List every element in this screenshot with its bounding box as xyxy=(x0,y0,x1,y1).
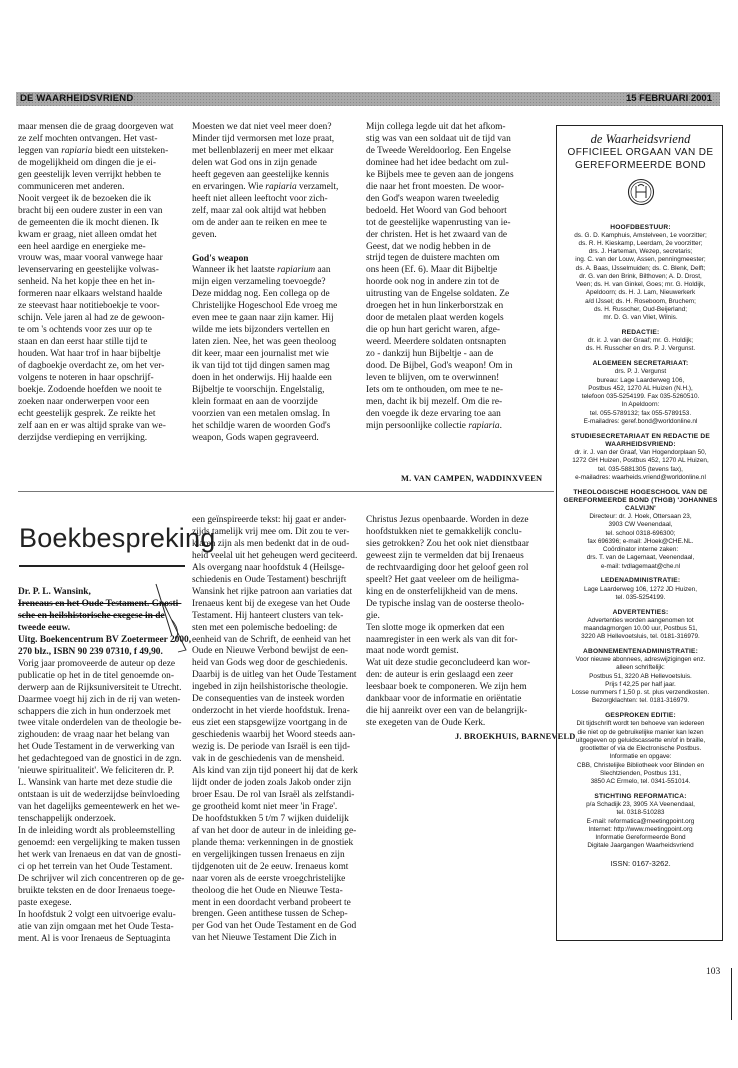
colophon-line: ds. H. Russcher en drs. P. J. Vergunst. xyxy=(585,345,696,353)
colophon-line: 3850 AC Ermelo, tel. 0341-551014. xyxy=(590,778,691,786)
colophon-line: Bezorgklachten: tel. 0181-316979. xyxy=(591,697,690,705)
colophon-line: die niet op de gebruikelijke manier kan lezen xyxy=(577,728,704,736)
colophon-line: Prijs f 42,25 per half jaar. xyxy=(605,680,676,688)
colophon-line: mr. D. G. van Vliet, Wilnis. xyxy=(603,314,678,322)
text-line: even mee te gaan naar zijn kamer. Hij xyxy=(192,313,334,324)
text-line: klein formaat en aan de voorzijde xyxy=(192,396,318,407)
text-line: om de ander aan te reiken en mee te xyxy=(192,217,327,228)
text-line: ge grootheid komt niet meer 'in Frage'. xyxy=(192,801,338,812)
colophon-line: Postbus 452, 1270 AL Huizen (N.H.), xyxy=(588,384,693,392)
text-line: derzijdse verdieping en verrijking. xyxy=(18,432,148,443)
text-line: Wat uit deze studie geconcludeerd kan wor- xyxy=(366,658,531,669)
text-line: leven te blijven, om te overwinnen! xyxy=(366,373,500,384)
margin-mark xyxy=(731,968,732,1020)
text-line: publicatie op het in de titel genoemde on- xyxy=(18,670,174,681)
text-line: Oude en Nieuwe Verbond bewijst de een- xyxy=(192,646,349,657)
title-underline xyxy=(19,565,185,567)
colophon-line: Advertenties worden aangenomen tot xyxy=(587,616,694,624)
pen-annotation-mark xyxy=(100,580,200,660)
text-line: leesbaar boek te componeren. We zijn hem xyxy=(366,682,527,693)
colophon-line: grootletter of via de Electronische Postbus. xyxy=(579,745,702,753)
text-line: hoorde ook nog in andere zin tot de xyxy=(366,277,500,288)
colophon-line: uitgegeven op geluidscassette en/of in braille, xyxy=(575,736,706,744)
colophon-line: fax 696396; e-mail: JHoek@CHE.NL. xyxy=(587,537,694,545)
colophon-line: Slechtzienden, Postbus 131, xyxy=(599,769,681,777)
text-line: levenservaring en geestelijke volwas- xyxy=(18,265,159,276)
text-line: paste exegese. xyxy=(18,897,72,908)
text-line: bracht bij een oudere zuster in een van xyxy=(18,205,163,216)
text-line: maat node wordt gemist. xyxy=(366,646,459,657)
colophon-section xyxy=(561,577,720,602)
text-line: Minder tijd vermorsen met loze praat, xyxy=(192,133,335,144)
text-line: brengen. Geen antithese tussen de Schep- xyxy=(192,909,348,920)
text-line: ke Bijbels mee te geven aan de jongens xyxy=(366,169,514,180)
colophon-line: ds. G. D. Kamphuis, Amstelveen, 1e voorzitter; xyxy=(574,231,707,239)
text-line: atie van zijn omgaan met het Oude Testa- xyxy=(18,921,174,932)
text-line: laten zien. Nee, het was geen theoloog xyxy=(192,337,337,348)
text-line: hoofdstukken niet te gemakkelijk conclu- xyxy=(366,526,522,537)
colophon-line: Dit tijdschrift wordt ten behoeve van iedereen xyxy=(576,720,705,728)
text-line: die op hun hart gericht waren, afge- xyxy=(366,325,501,336)
text-line: een heel aardige en energieke me- xyxy=(18,241,146,252)
text-line: echt geestelijk gesprek. Ze reikte het xyxy=(18,408,156,419)
colophon-line: p/a Schadijk 23, 3905 XA Veenendaal, xyxy=(586,801,695,809)
text-line: Christus Jezus openbaarde. Worden in deze xyxy=(366,515,529,525)
text-line: geven. xyxy=(192,229,217,240)
text-line: Wanneer ik het laatste rapiarium aan xyxy=(192,265,331,276)
text-line: de rechtvaardiging door het geloof geen rol xyxy=(366,562,529,573)
section-heading: God's weapon xyxy=(192,253,249,264)
text-line: zighouden: de vraag naar het belang van xyxy=(18,730,170,741)
colophon-line: 3220 AB Hellevoetsluis, tel. 0181-316979. xyxy=(581,633,700,641)
colophon-heading: REDACTIE: xyxy=(621,328,660,336)
text-line: Als kind van zijn tijd poneert hij dat de kerk xyxy=(192,766,358,777)
book-info-line: sche en heilshistorische exegese in de xyxy=(18,610,165,621)
colophon-line: ds. A. Baas, IJsselmuiden; ds. C. Blenk, Delft; xyxy=(575,264,706,272)
text-line: een geïnspireerde tekst: hij gaat er ander- xyxy=(192,515,347,525)
text-line: zelf aan en er was altijd sprake van we- xyxy=(18,420,166,431)
book-info-line: 270 blz., ISBN 90 239 07310, f 49,90. xyxy=(18,646,163,657)
text-line: zoeken naar onderwerpen voor een xyxy=(18,396,150,407)
text-line: of dagboekje overdacht ze, om het ver- xyxy=(18,361,165,372)
text-line: het Oude Testament in de verwerking van xyxy=(18,742,175,753)
text-line: vrouw was, maar vooral vanwege haar xyxy=(18,253,163,264)
text-line: leggen van rapiaria biedt een uitsteken- xyxy=(18,145,169,156)
colophon-line: Internet: http://www.meetingpoint.org xyxy=(588,825,693,833)
text-line: sten met een polemische bedoeling: de xyxy=(192,622,338,633)
text-line: den voegde ik deze ervaring toe aan xyxy=(366,408,501,419)
article-column-3 xyxy=(366,122,552,433)
text-line: In hoofdstuk 2 volgt een uitvoerige evalu- xyxy=(18,909,176,920)
text-line: Testament. Hij hanteert clusters van tek- xyxy=(192,610,344,621)
colophon-section xyxy=(561,329,720,354)
colophon-line: ds. H. Russcher, Oud-Beijerland; xyxy=(593,305,688,313)
text-line: de gemeenten die ik mocht dienen. Ik xyxy=(18,217,159,228)
text-line: De schrijver wil zich concentreren op de ge- xyxy=(18,873,185,884)
text-line: Mijn collega legde uit dat het afkom- xyxy=(366,122,506,132)
text-line: broer Esau. De rol van Israël als zelfstandi- xyxy=(192,789,355,800)
text-line: tot de geestelijke wapenrusting van ie- xyxy=(366,217,511,228)
colophon-line: tel. school 0318-696300; xyxy=(605,529,676,537)
colophon-line: bureau: Lage Laarderweg 106, xyxy=(596,376,685,384)
text-line: Moesten we dat niet veel meer doen? xyxy=(192,122,332,132)
text-line: den God's weapon waren tweeledig xyxy=(366,193,499,204)
text-line: Ten slotte moge ik opmerken dat een xyxy=(366,622,505,633)
text-line: heid veelal uit het geheugen werd geciteerd. xyxy=(192,550,358,561)
colophon-line: Apeldoorn; ds. H. J. Lam, Nieuwerkerk xyxy=(585,289,696,297)
text-line: theoloog die het Oude en Nieuwe Testa- xyxy=(192,885,343,896)
text-line: Iets om te onthouden, om mee te ne- xyxy=(366,384,503,395)
text-line: wilde me iets bijzonders vertellen en xyxy=(192,325,330,336)
colophon-heading: THEOLOGISCHE HOGESCHOOL VAN DE GEREFORMEERDE BOND (THGB) 'JOHANNES CALVIJN' xyxy=(563,488,718,512)
colophon-line: 3903 CW Veenendaal, xyxy=(608,521,673,529)
book-info-line: Uitg. Boekencentrum BV Zoetermeer 2000, xyxy=(18,634,192,645)
text-line: geschiedenis waarbij het Woord steeds aan- xyxy=(192,730,356,741)
text-line: die hij aanreikt over een van de belangrijk- xyxy=(366,706,528,717)
text-line: delen wat God ons in zijn genade xyxy=(192,157,317,168)
colophon-line: dr. ir. J. van der Graaf, Van Hogendorplaan 50, xyxy=(574,449,707,457)
text-line: stig was van een soldaat uit de tijd van xyxy=(366,133,511,144)
text-line: naar voren als de eerste vroegchristelijke xyxy=(192,873,346,884)
text-line: van het dagelijks gemeentewerk en het we- xyxy=(18,802,180,813)
text-line: den: de auteur is erin geslaagd een zeer xyxy=(366,670,514,681)
text-line: bruikte teksten en de door Irenaeus toege- xyxy=(18,885,176,896)
colophon-line: maandagmorgen 10.00 uur, Postbus 51, xyxy=(583,625,698,633)
article-column-2-part-b xyxy=(192,265,370,444)
issn: ISSN: 0167-3262. xyxy=(610,858,671,868)
text-line: genoemd: een vergelijking te maken tussen xyxy=(18,838,181,849)
text-line: king en de onsterfelijkheid van de mens. xyxy=(366,586,518,597)
text-line: OFFICIEEL ORGAAN VAN DE xyxy=(567,147,714,158)
text-line: staan en dan eerst haar stille tijd te xyxy=(18,337,148,348)
text-line: communiceren met anderen. xyxy=(18,181,125,192)
colophon-line: Voor nieuwe abonnees, adreswijzigingen enz. xyxy=(575,656,706,664)
text-line: maar mensen die de graag doorgeven wat xyxy=(18,122,174,132)
text-line: door de metalen plaat werden kogels xyxy=(366,313,504,324)
colophon-section xyxy=(561,712,720,786)
colophon-line: Informatie Gereformeerde Bond xyxy=(595,834,686,842)
colophon-section xyxy=(561,360,720,426)
text-line: uitrusting van de Engelse soldaten. Ze xyxy=(366,289,510,300)
colophon-heading: ALGEMEEN SECRETARIAAT: xyxy=(592,360,689,368)
text-line: houden. Wat haar trof in haar bijbeltje xyxy=(18,349,161,360)
article-column-2 xyxy=(192,122,370,445)
colophon-line: tel. 0318-510283 xyxy=(616,809,665,817)
text-line: dood. De Bijbel, God's weapon! Om in xyxy=(366,361,513,372)
colophon-line: tel. 055-5789132; fax 055-5789153. xyxy=(589,409,692,417)
text-line: geweest zijn te vermelden dat bij Irenaeus xyxy=(366,550,524,561)
colophon-section xyxy=(561,224,720,323)
text-line: dankbaar voor de informatie en oriëntatie xyxy=(366,694,522,705)
text-line: het schildje waren de woorden God's xyxy=(192,420,331,431)
section-divider xyxy=(18,491,554,492)
colophon-line: drs. P. J. Vergunst xyxy=(614,368,667,376)
text-line: en ervaringen. Wie rapiaria verzamelt, xyxy=(192,181,339,192)
review-column-2 xyxy=(192,515,370,945)
text-line: af van het door de auteur in de inleiding ge- xyxy=(192,825,357,836)
text-line: weerd. Meerdere soldaten ontsnapten xyxy=(366,337,507,348)
text-line: de mogelijkheid om dingen die je ei- xyxy=(18,157,156,168)
colophon-line: tel. 035-5881305 (tevens fax), xyxy=(598,465,683,473)
review-signature: J. BROEKHUIS, BARNEVELD xyxy=(455,732,576,741)
text-line: De hoofdstukken 5 t/m 7 wijken duidelijk xyxy=(192,813,349,824)
colophon-section xyxy=(561,609,720,642)
text-line: ste exegeten van de Oude Kerk. xyxy=(366,718,486,729)
article-signature: M. VAN CAMPEN, WADDINXVEEN xyxy=(401,474,543,483)
text-line: ik van tijd tot tijd dingen samen mag xyxy=(192,361,330,372)
colophon-section xyxy=(561,489,720,571)
masthead-label: DE WAARHEIDSVRIEND xyxy=(20,93,134,104)
text-line: GEREFORMEERDE BOND xyxy=(574,160,707,171)
issue-date: 15 FEBRUARI 2001 xyxy=(625,93,712,104)
text-line: lijdt onder de joden zoals Jakob onder zijn xyxy=(192,777,352,788)
colophon-subtitle xyxy=(561,146,720,172)
colophon-section xyxy=(561,648,720,706)
gereformeerde-bond-logo-icon xyxy=(627,178,655,206)
article-column-1 xyxy=(18,122,201,445)
text-line: men, dacht ik bij mezelf. Om die re- xyxy=(366,396,503,407)
text-line: tijdgenoten uit de 2e eeuw. Irenaeus komt xyxy=(192,861,349,872)
colophon-line: Digitale Jaargangen Waarheidsvriend xyxy=(587,842,694,850)
text-line: tenschappelijk onderzoek. xyxy=(18,814,116,825)
colophon-line: dr. ir. J. van der Graaf; mr. G. Holdijk; xyxy=(587,337,694,345)
text-line: dominee had het idee bedacht om zul- xyxy=(366,157,509,168)
text-line: kwam er graag, niet alleen omdat het xyxy=(18,229,157,240)
colophon-line: Informatie en opgave: xyxy=(609,753,672,761)
text-line: heid van Gods weg door de geschiedenis. xyxy=(192,658,348,669)
colophon-heading: LEDENADMINISTRATIE: xyxy=(600,577,681,585)
colophon-line: alleen schriftelijk: xyxy=(616,664,665,672)
colophon-line: E-mailadres: geref.bond@worldonline.nl xyxy=(583,417,698,425)
book-info-line: Ireneaus en het Oude Testament. Gnosti- xyxy=(18,598,182,609)
text-line: Bijbeltje te voorschijn. Engelstalig, xyxy=(192,385,325,396)
colophon-line: e-mail: tvdlagemaat@che.nl xyxy=(600,562,681,570)
colophon-heading: ADVERTENTIES: xyxy=(612,608,669,616)
text-line: schappers die zich in hun onderzoek met xyxy=(18,706,171,717)
text-line: van het Nieuwe Testament Die Zich in xyxy=(192,933,337,944)
text-line: Geest, dat we nodig hebben in de xyxy=(366,241,491,252)
text-line: mijn persoonlijke collectie rapiaria. xyxy=(366,420,502,431)
colophon-heading: STUDIESECRETARIAAT EN REDACTIE DE WAARHEIDSVRIEND: xyxy=(571,432,710,448)
text-line: ontstaan is uit de wederzijdse beïnvloeding xyxy=(18,790,180,801)
text-line: 'nieuwe spiritualiteit'. We feliciteren dr. P. xyxy=(18,766,175,777)
text-line: De typische inslag van de oosterse theolo- xyxy=(366,598,525,609)
text-line: die naar het front moesten. De woor- xyxy=(366,181,505,192)
text-line: het gedachtegoed van de gnostici in de zgn. xyxy=(18,754,182,765)
colophon-line: dr. G. van den Brink, Bilthoven; A. D. Drost, xyxy=(579,272,702,280)
text-line: speelt? Het gaat veeleer om de heiligma- xyxy=(366,574,520,585)
colophon-sections xyxy=(561,224,720,851)
text-line: sies getrokken? Zou het ook niet dienstbaar xyxy=(366,538,529,549)
colophon-line: telefoon 035-5254199. Fax 035-5260510. xyxy=(581,393,700,401)
colophon-section xyxy=(561,433,720,482)
colophon-line: a/d IJssel; ds. H. Roseboom, Bruchem; xyxy=(585,297,696,305)
text-line: ons heen (Ef. 6). Maar dit Bijbeltje xyxy=(366,265,498,276)
text-line: doen in het onderwijs. Hij haalde een xyxy=(192,373,332,384)
text-line: boekje. Zodoende hoefden we nooit te xyxy=(18,384,162,395)
text-line: ze zelf mochten ontvangen. Het vast- xyxy=(18,133,158,144)
text-line: schiedenis en Oude Testament) beschrijft xyxy=(192,574,347,585)
text-line: Daarmee voegt hij zich in de rij van weten- xyxy=(18,694,181,705)
text-line: voorzien van een metalen omslag. In xyxy=(192,408,330,419)
text-line: vak in de geschiedenis van de mensheid. xyxy=(192,754,345,765)
text-line: De consequenties van de insteek worden xyxy=(192,694,345,705)
colophon-section xyxy=(561,793,720,851)
text-line: formeren naar elkaars welstand haalde xyxy=(18,289,163,300)
text-line: de Tweede Wereldoorlog. Een Engelse xyxy=(366,145,511,156)
text-line: droegen het in hun linkerborstzak en xyxy=(366,301,504,312)
colophon-heading: ABONNEMENTENADMINISTRATIE: xyxy=(583,648,698,656)
colophon-heading: GESPROKEN EDITIE: xyxy=(605,712,676,720)
text-line: strijd tegen de duistere machten om xyxy=(366,253,500,264)
text-line: gen geestelijk leven verrijkt hebben te xyxy=(18,169,161,180)
book-info-line: Dr. P. L. Wansink, xyxy=(18,587,91,597)
review-title: Boekbespreking xyxy=(19,523,216,553)
text-line: ment in een doordacht verband probeert te xyxy=(192,897,351,908)
text-line: heeft niet alleen leeftocht voor zich- xyxy=(192,193,328,204)
text-line: bedoeld. Het Woord van God behoort xyxy=(366,205,507,216)
text-line: eenheid van de Schrift, de eenheid van het xyxy=(192,634,351,645)
colophon-line: Veen; ds. H. van Ginkel, Goes; mr. G. Holdijk, xyxy=(575,281,706,289)
colophon-line: Coördinator interne zaken: xyxy=(602,546,679,554)
text-line: Deze middag nog. Een collega op de xyxy=(192,289,330,300)
text-line: ment. Al is voor Irenaeus de Septuaginta xyxy=(18,933,171,944)
text-line: Als overgang naar hoofdstuk 4 (Heilsge- xyxy=(192,562,345,573)
text-line: heeft gegeven aan geestelijke kennis xyxy=(192,169,329,180)
text-line: Irenaeus kent bij de exegese van het Oude xyxy=(192,598,351,609)
colophon-title: de Waarheidsvriend xyxy=(590,132,691,146)
text-line: ze steevast haar notitieboekje te voor- xyxy=(18,301,160,312)
text-line: plande thema: verkenningen in de gnostiek xyxy=(192,837,354,848)
review-column-1-body xyxy=(18,659,204,946)
colophon-line: tel. 035-5254199. xyxy=(615,593,666,601)
colophon-heading: HOOFDBESTUUR: xyxy=(610,223,671,231)
text-line: dit keer, maar een journalist met wie xyxy=(192,349,329,360)
text-line: met bellenblazerij en meer met elkaar xyxy=(192,145,334,156)
text-line: per God van het Oude Testament en de God xyxy=(192,921,357,932)
text-line: Nooit vergeet ik de bezoeken die ik xyxy=(18,193,152,204)
colophon-line: Postbus 51, 3220 AB Hellevoetsluis. xyxy=(589,672,692,680)
colophon-line: Lage Laarderweg 106, 1272 JD Huizen, xyxy=(584,585,697,593)
text-line: te om 's ochtends voor zes uur op te xyxy=(18,325,152,336)
text-line: Vorig jaar promoveerde de auteur op deze xyxy=(18,658,176,669)
colophon-line: In Apeldoorn: xyxy=(621,401,660,409)
text-line: naamregister in een werk als van dit for- xyxy=(366,634,518,645)
page-number: 103 xyxy=(706,967,721,977)
colophon-line: Directeur: dr. J. Hoek, Ottersaan 23, xyxy=(589,513,692,521)
text-line: eus ziet een stapsgewijze voortgang in de xyxy=(192,718,348,729)
text-line: gie. xyxy=(366,610,380,621)
colophon-line: e-mailadres: waarheids.vriend@worldonline.nl xyxy=(575,473,706,481)
article-column-2-part-a xyxy=(192,122,370,242)
text-line: en vergelijkingen tussen Irenaeus en zijn xyxy=(192,849,345,860)
colophon-line: E-mail: reformatica@meetingpoint.org xyxy=(586,817,695,825)
text-line: derwerp aan de Rijksuniversiteit te Utrecht. xyxy=(18,682,182,693)
text-line: het werk van Irenaeus en dat van de gnosti- xyxy=(18,849,181,860)
text-line: twee vitale onderdelen van de theologie be- xyxy=(18,718,182,729)
colophon-line: CBB, Christelijke Bibliotheek voor Blinden en xyxy=(576,761,705,769)
colophon-line: ing. C. van der Louw, Assen, penningmeester; xyxy=(575,256,706,264)
text-line: zelf, maar zal ook altijd wat hebben xyxy=(192,205,327,216)
colophon-content xyxy=(561,132,720,868)
text-line: ci op het terrein van het Oude Testament. xyxy=(18,861,173,872)
text-line: wezig is. De periode van Israël is een tijd- xyxy=(192,742,351,753)
colophon-line: 1272 GH Huizen, Postbus 452, 1270 AL Huizen, xyxy=(572,457,709,465)
text-line: onderzocht in het vierde hoofdstuk. Irena- xyxy=(192,706,350,717)
text-line: volgens te noteren in haar opschrijf- xyxy=(18,373,154,384)
text-line: In de inleiding wordt als probleemstelling xyxy=(18,826,175,837)
text-line: ingebed in zijn heilshistorische theologie. xyxy=(192,682,348,693)
colophon-line: drs. J. Harteman, Wezep, secretaris; xyxy=(588,248,693,256)
colophon-line: drs. T. van de Lagemaat, Veenendaal, xyxy=(586,554,695,562)
colophon-line: Losse nummers f 1,50 p. st. plus verzendkosten. xyxy=(571,689,710,697)
text-line: L. Wansink van harte met deze studie die xyxy=(18,778,173,789)
text-line: klaren zijn als men bedenkt dat in de oud- xyxy=(192,538,350,549)
text-line: Daarbij is de uitleg van het Oude Testament xyxy=(192,670,357,681)
text-line: zijds tamelijk vrij mee om. Dit zou te ver- xyxy=(192,526,350,537)
text-line: der christen. Het is het zwaard van de xyxy=(366,229,508,240)
text-line: Christelijke Hogeschool Ede vroeg me xyxy=(192,301,338,312)
text-line: schijn. Vele jaren al had ze de gewoon- xyxy=(18,313,165,324)
text-line: weapon, Gods wapen gegraveerd. xyxy=(192,432,319,443)
book-info-line: tweede eeuw. xyxy=(18,622,71,633)
text-line: mijn eigen verzameling toevoegde? xyxy=(192,277,326,288)
colophon-heading: STICHTING REFORMATICA: xyxy=(594,792,687,800)
text-line: zo - dankzij hun Bijbeltje - aan de xyxy=(366,349,494,360)
text-line: Wansink het rijke patroon aan variaties dat xyxy=(192,586,353,597)
colophon-line: ds. R. H. Kieskamp, Leerdam, 2e voorzitter; xyxy=(578,239,703,247)
colophon-box xyxy=(556,125,723,941)
review-column-3 xyxy=(366,515,552,730)
text-line: senheid. Na het kopje thee en het in- xyxy=(18,277,155,288)
